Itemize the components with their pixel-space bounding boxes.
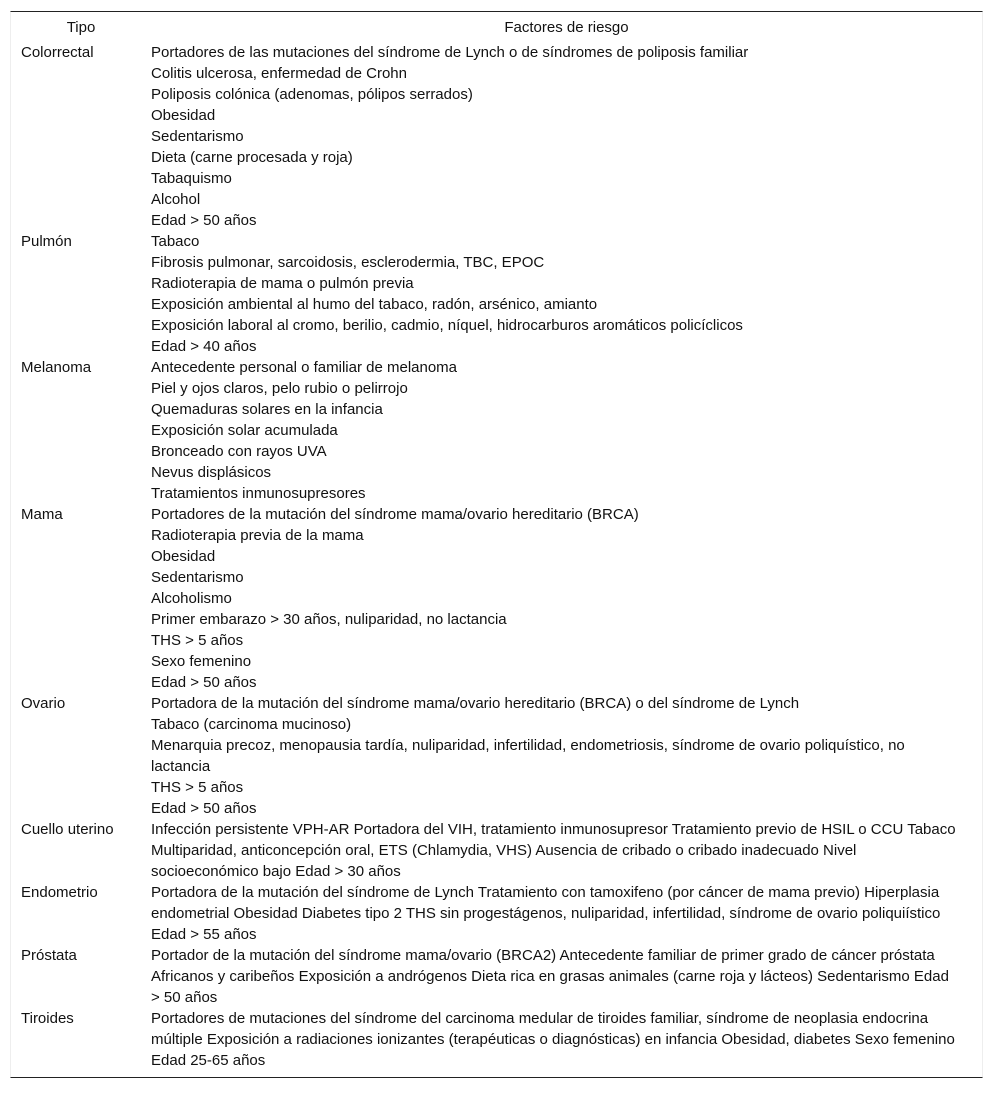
risk-factors-cell — [151, 819, 982, 882]
table-row — [11, 819, 982, 882]
cancer-type: Tiroides — [21, 1010, 74, 1027]
risk-factor: Portadores de mutaciones del síndrome del carcinoma medular de tiroides familiar, síndrome de neoplasia endocrina múltiple Exposición a radiaciones ionizantes (terapéuticas o diagnósticas) en infancia Obesidad, diabetes Sexo femenino Edad 25-65 años — [151, 1010, 955, 1069]
risk-factors-cell — [151, 504, 982, 693]
risk-factor: Portadora de la mutación del síndrome de Lynch Tratamiento con tamoxifeno (por cáncer de mama previo) Hiperplasia endometrial Obesidad Diabetes tipo 2 THS sin progestágenos, nuliparidad, infertilidad, síndrome de ovario poliquiístico Edad > 55 años — [151, 884, 941, 943]
risk-factor: Edad > 40 años — [151, 338, 257, 355]
table-header-row — [11, 12, 982, 42]
risk-factor: Poliposis colónica (adenomas, pólipos serrados) — [151, 86, 473, 103]
risk-factor: Exposición ambiental al humo del tabaco, radón, arsénico, amianto — [151, 296, 598, 313]
table-row — [11, 42, 982, 231]
risk-factor: Radioterapia previa de la mama — [151, 527, 364, 544]
table-row — [11, 1008, 982, 1077]
risk-factor: Edad > 50 años — [151, 212, 257, 229]
risk-factors-table-container — [10, 11, 983, 1078]
risk-factor: Fibrosis pulmonar, sarcoidosis, esclerodermia, TBC, EPOC — [151, 254, 545, 271]
risk-factor: Menarquia precoz, menopausia tardía, nuliparidad, infertilidad, endometriosis, síndrome de ovario poliquístico, no lactancia — [151, 737, 905, 775]
risk-factor: Infección persistente VPH-AR Portadora del VIH, tratamiento inmunosupresor Tratamiento previo de HSIL o CCU Tabaco Multiparidad, anticoncepción oral, ETS (Chlamydia, VHS) Ausencia de cribado o cribado inadecuado Nivel socioeconómico bajo Edad > 30 años — [151, 821, 956, 880]
table-body — [11, 42, 982, 1077]
risk-factor: THS > 5 años — [151, 632, 244, 649]
cancer-type: Próstata — [21, 947, 77, 964]
risk-factor: Obesidad — [151, 107, 216, 124]
risk-factor: Obesidad — [151, 548, 216, 565]
risk-factor: Sedentarismo — [151, 569, 244, 586]
risk-factors-cell — [151, 1008, 982, 1077]
risk-factor: Exposición solar acumulada — [151, 422, 338, 439]
risk-factor: Tabaco — [151, 233, 200, 250]
risk-factor: Edad > 50 años — [151, 800, 257, 817]
table-row — [11, 357, 982, 504]
risk-factors-cell — [151, 357, 982, 504]
risk-factor: Dieta (carne procesada y roja) — [151, 149, 353, 166]
risk-factor: Sedentarismo — [151, 128, 244, 145]
risk-factor: Alcoholismo — [151, 590, 232, 607]
risk-factors-cell — [151, 945, 982, 1008]
risk-factor: Sexo femenino — [151, 653, 252, 670]
risk-factor: Portadora de la mutación del síndrome mama/ovario hereditario (BRCA) o del síndrome de Lynch — [151, 695, 800, 712]
risk-factor: Tratamientos inmunosupresores — [151, 485, 366, 502]
table-row — [11, 504, 982, 693]
risk-factor: Alcohol — [151, 191, 201, 208]
cancer-type: Pulmón — [21, 233, 72, 250]
risk-factor: THS > 5 años — [151, 779, 244, 796]
risk-factor: Primer embarazo > 30 años, nuliparidad, no lactancia — [151, 611, 507, 628]
table-row — [11, 231, 982, 357]
risk-factor: Colitis ulcerosa, enfermedad de Crohn — [151, 65, 407, 82]
cancer-type: Melanoma — [21, 359, 92, 376]
table-row — [11, 693, 982, 819]
risk-factors-cell — [151, 231, 982, 357]
cancer-type: Mama — [21, 506, 63, 523]
risk-factor: Antecedente personal o familiar de melanoma — [151, 359, 458, 376]
risk-factor: Tabaco (carcinoma mucinoso) — [151, 716, 352, 733]
risk-factor: Piel y ojos claros, pelo rubio o pelirrojo — [151, 380, 408, 397]
table-row — [11, 882, 982, 945]
risk-factor: Radioterapia de mama o pulmón previa — [151, 275, 414, 292]
header-tipo: Tipo — [66, 19, 96, 36]
risk-factors-table — [11, 12, 982, 1077]
cancer-type: Ovario — [21, 695, 66, 712]
cancer-type: Colorrectal — [21, 44, 94, 61]
risk-factor: Quemaduras solares en la infancia — [151, 401, 383, 418]
risk-factors-cell — [151, 42, 982, 231]
risk-factor: Bronceado con rayos UVA — [151, 443, 327, 460]
risk-factor: Portador de la mutación del síndrome mama/ovario (BRCA2) Antecedente familiar de primer grado de cáncer próstata Africanos y caribeños Exposición a andrógenos Dieta rica en grasas animales (carne roja y lácteos) Sedentarismo Edad > 50 años — [151, 947, 949, 1006]
risk-factors-cell — [151, 882, 982, 945]
risk-factor: Edad > 50 años — [151, 674, 257, 691]
risk-factors-cell — [151, 693, 982, 819]
header-factores: Factores de riesgo — [504, 19, 629, 36]
risk-factor: Exposición laboral al cromo, berilio, cadmio, níquel, hidrocarburos aromáticos policíclicos — [151, 317, 743, 334]
risk-factor: Portadores de la mutación del síndrome mama/ovario hereditario (BRCA) — [151, 506, 639, 523]
risk-factor: Tabaquismo — [151, 170, 232, 187]
cancer-type: Cuello uterino — [21, 821, 114, 838]
table-row — [11, 945, 982, 1008]
risk-factor: Portadores de las mutaciones del síndrome de Lynch o de síndromes de poliposis familiar — [151, 44, 749, 61]
risk-factor: Nevus displásicos — [151, 464, 272, 481]
cancer-type: Endometrio — [21, 884, 98, 901]
